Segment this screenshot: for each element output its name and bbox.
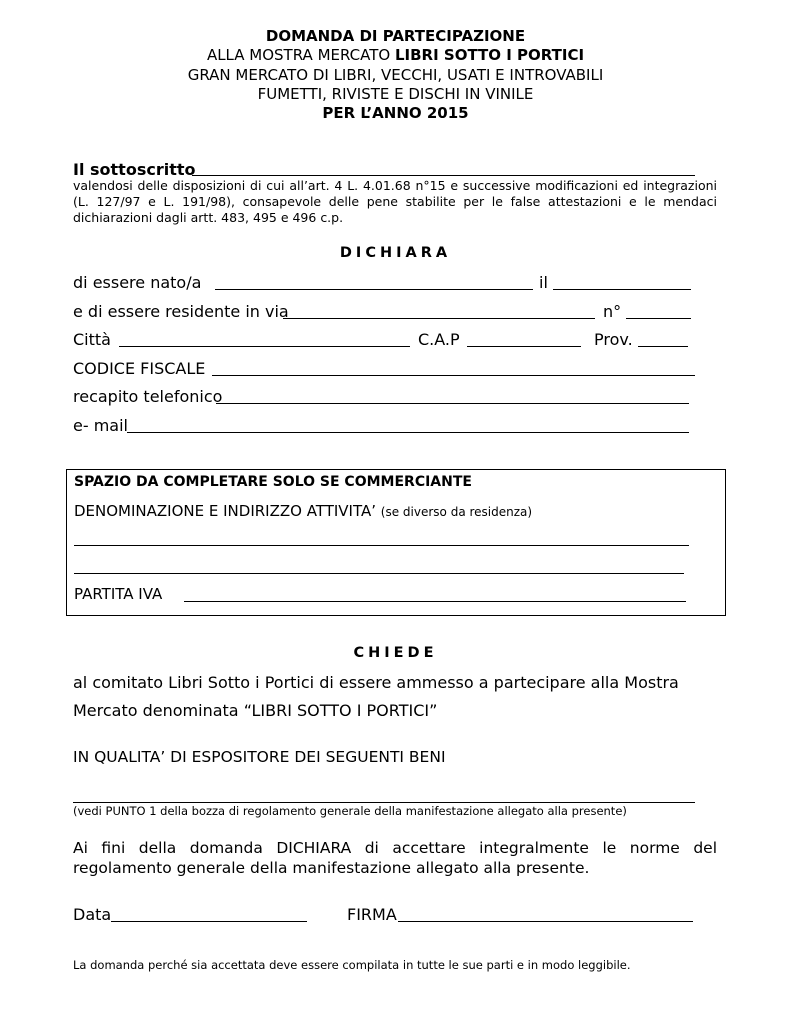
cap-label: C.A.P <box>418 330 460 349</box>
header-line-year: PER L’ANNO 2015 <box>322 104 469 122</box>
qualita-label: IN QUALITA’ DI ESPOSITORE DEI SEGUENTI BENI <box>73 748 446 766</box>
commerciante-box <box>66 469 726 616</box>
sottoscritto-field[interactable] <box>192 175 695 176</box>
accetta-text: Ai fini della domanda DICHIARA di accettare integralmente le norme del regolamento generale della manifestazione allegato alla presente. <box>73 839 717 877</box>
telefono-label: recapito telefonico <box>73 387 223 406</box>
dichiara-title: DICHIARA <box>339 245 452 261</box>
header-event-prefix: ALLA MOSTRA MERCATO <box>206 46 395 64</box>
codice-fiscale-label: CODICE FISCALE <box>73 359 206 378</box>
email-label: e- mail <box>73 416 128 435</box>
citta-field[interactable] <box>119 346 410 347</box>
chiede-text-line1: al comitato Libri Sotto i Portici di essere ammesso a partecipare alla Mostra <box>73 673 679 692</box>
chiede-text-line2: Mercato denominata “LIBRI SOTTO I PORTICI” <box>73 701 438 720</box>
numero-label: n° <box>603 302 622 321</box>
prov-field[interactable] <box>638 346 688 347</box>
data-nascita-field[interactable] <box>553 289 691 290</box>
sottoscritto-label: Il sottoscritto <box>73 160 196 179</box>
beni-note: (vedi PUNTO 1 della bozza di regolamento generale della manifestazione allegato alla presente) <box>73 804 627 818</box>
piva-field[interactable] <box>184 601 686 602</box>
denominazione-field-1[interactable] <box>74 545 689 546</box>
numero-field[interactable] <box>626 318 691 319</box>
beni-field[interactable] <box>73 802 695 803</box>
data-field[interactable] <box>111 921 307 922</box>
footer-note: La domanda perché sia accettata deve essere compilata in tutte le sue parti e in modo leggibile. <box>73 958 631 972</box>
firma-field[interactable] <box>398 921 693 922</box>
header-line-comics: FUMETTI, RIVISTE E DISCHI IN VINILE <box>257 85 534 103</box>
residente-label: e di essere residente in via <box>73 302 289 321</box>
denominazione-label <box>74 502 532 520</box>
citta-label: Città <box>73 330 111 349</box>
chiede-title: CHIEDE <box>353 645 438 661</box>
commerciante-title: SPAZIO DA COMPLETARE SOLO SE COMMERCIANTE <box>74 474 472 490</box>
sottoscritto-declaration: valendosi delle disposizioni di cui all’art. 4 L. 4.01.68 n°15 e successive modificazioni ed integrazioni (L. 127/97 e L. 191/98), consapevole delle pene stabilite per le false attestazioni e le mendaci dichiarazioni dagli artt. 483, 495 e 496 c.p. <box>73 178 717 225</box>
via-field[interactable] <box>283 318 595 319</box>
header-line-market: GRAN MERCATO DI LIBRI, VECCHI, USATI E INTROVABILI <box>187 66 604 84</box>
codice-fiscale-field[interactable] <box>212 375 695 376</box>
piva-label: PARTITA IVA <box>74 585 163 603</box>
prov-label: Prov. <box>594 330 633 349</box>
nato-field[interactable] <box>215 289 533 290</box>
header-line-event <box>0 46 791 64</box>
form-title: DOMANDA DI PARTECIPAZIONE <box>265 27 526 45</box>
il-label: il <box>539 273 548 292</box>
header-event-name: LIBRI SOTTO I PORTICI <box>394 46 585 64</box>
cap-field[interactable] <box>467 346 581 347</box>
denominazione-field-2[interactable] <box>74 573 684 574</box>
data-label: Data <box>73 905 112 924</box>
nato-label: di essere nato/a <box>73 273 202 292</box>
denominazione-note: (se diverso da residenza) <box>380 505 533 519</box>
denominazione-text: DENOMINAZIONE E INDIRIZZO ATTIVITA’ <box>74 502 377 520</box>
telefono-field[interactable] <box>216 403 689 404</box>
firma-label: FIRMA <box>347 905 397 924</box>
email-field[interactable] <box>127 432 689 433</box>
